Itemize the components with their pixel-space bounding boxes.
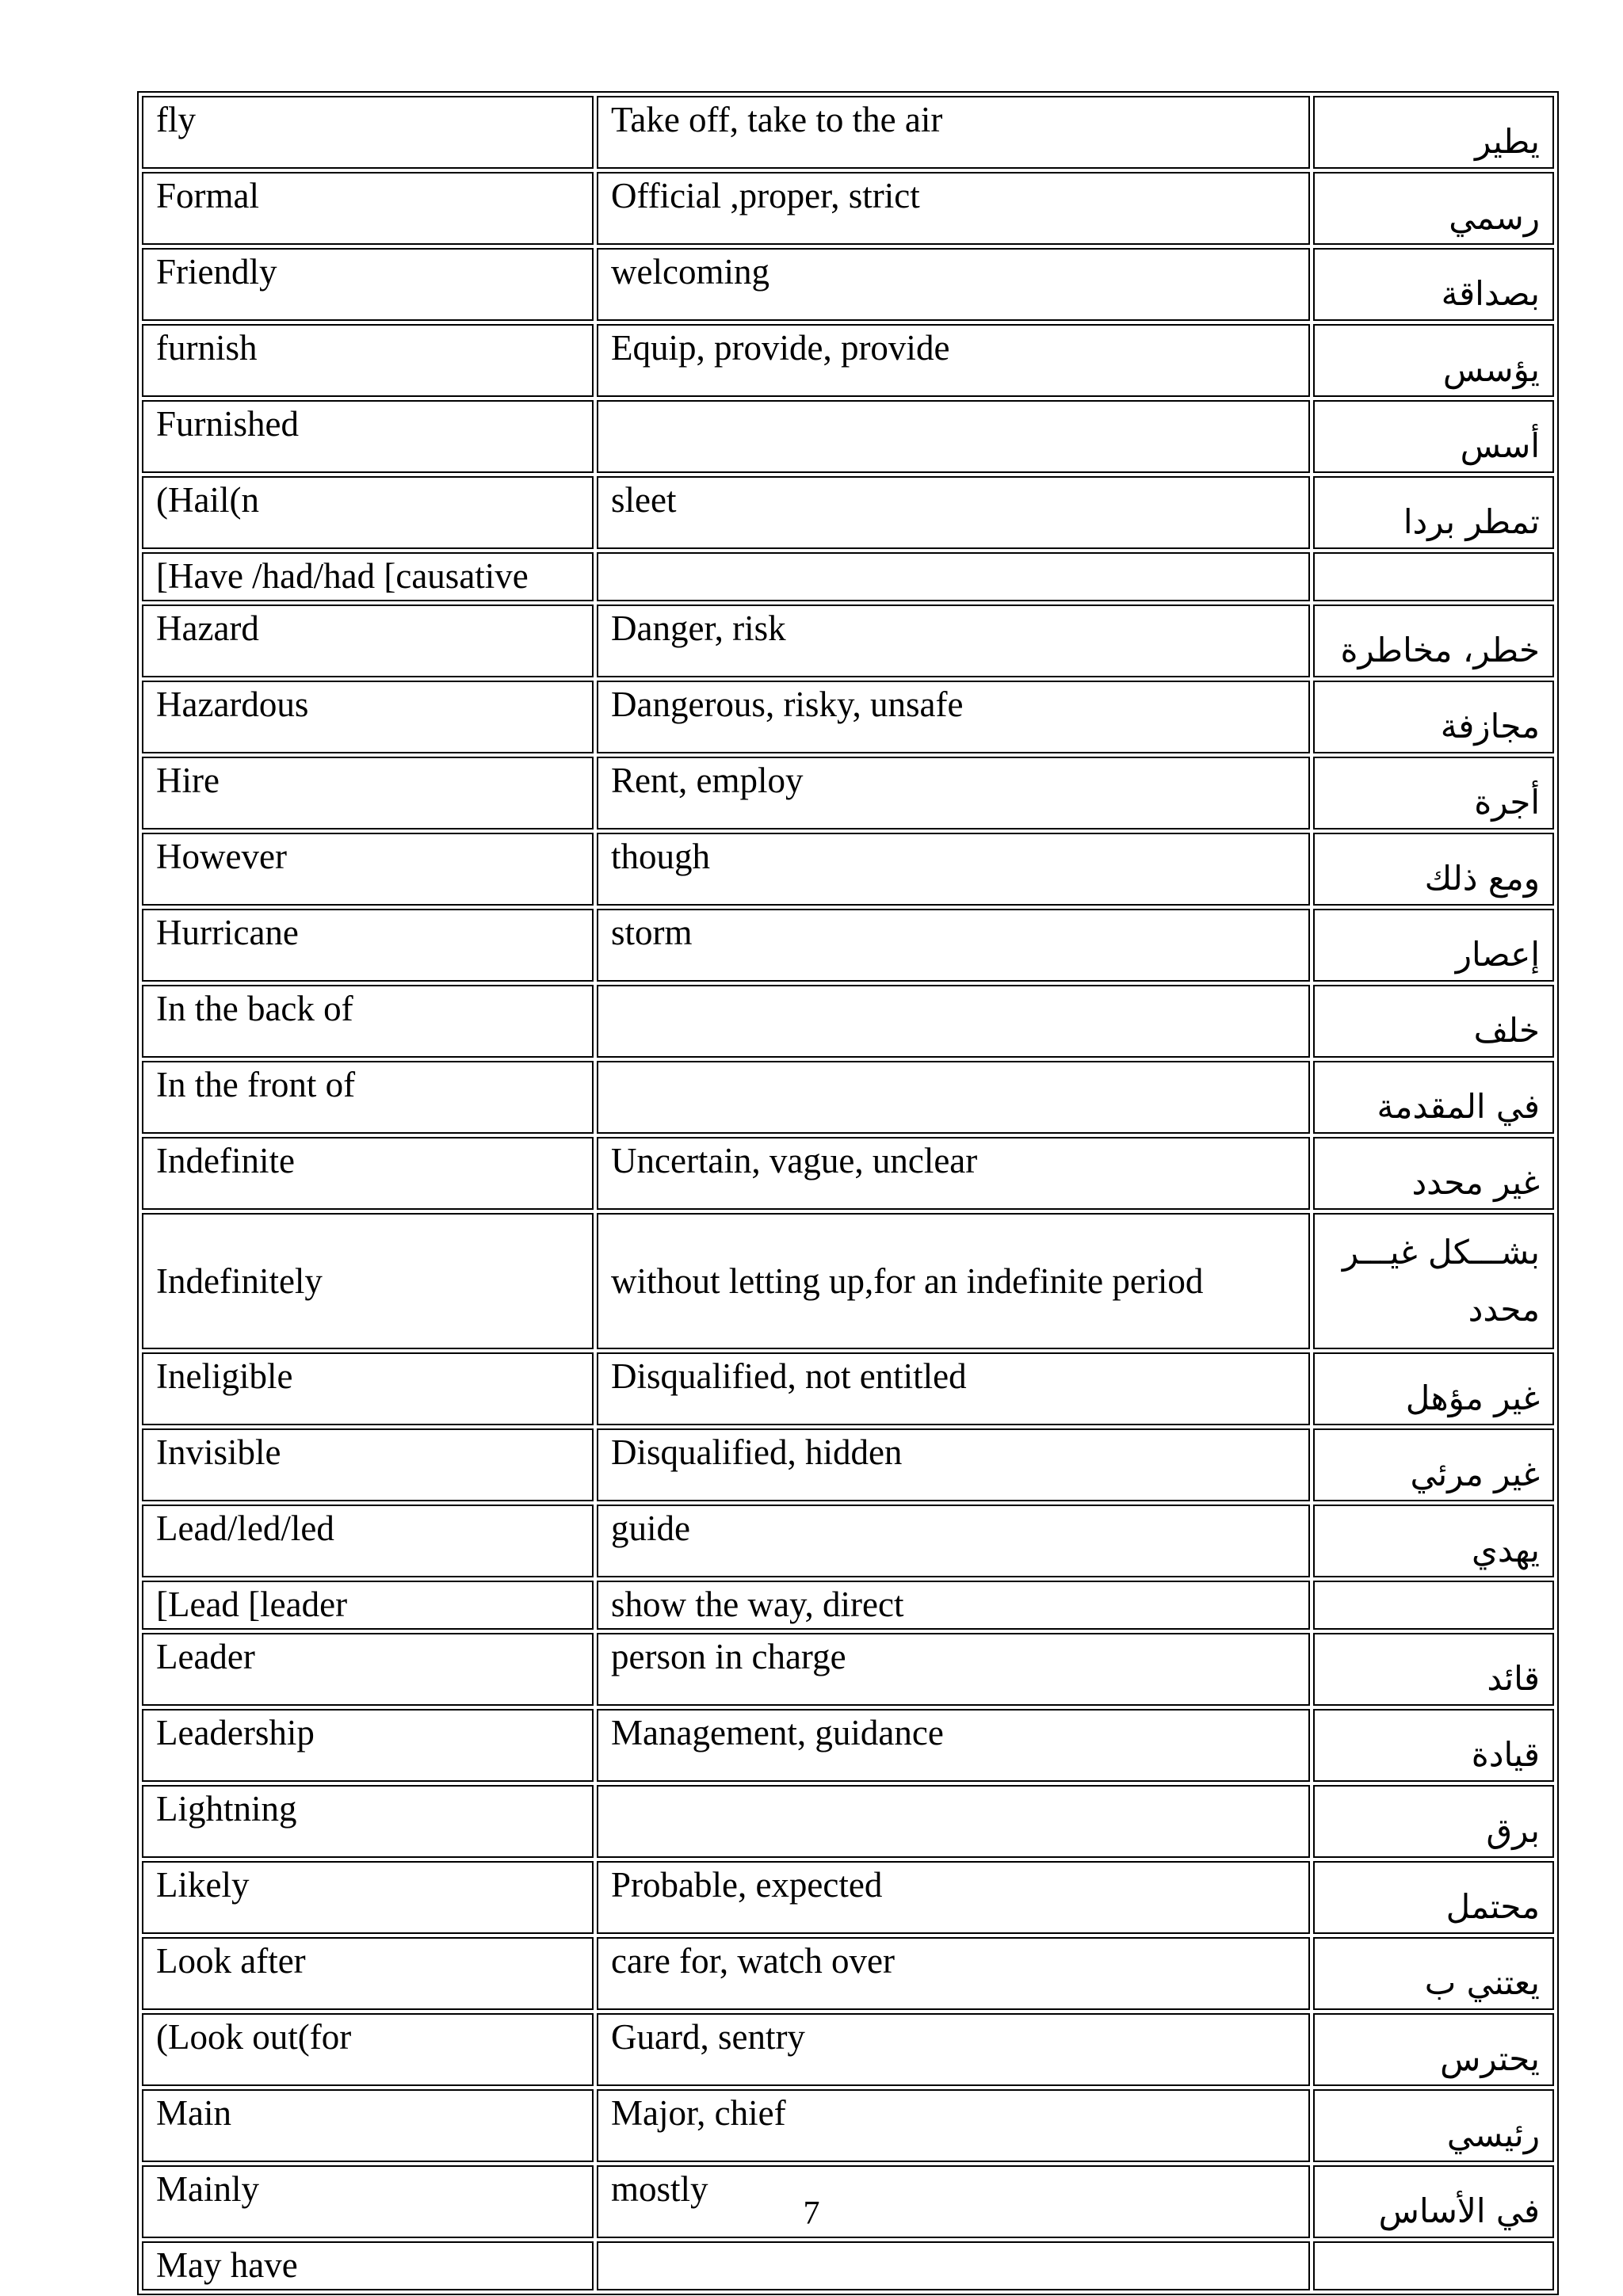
table-row [142,1633,1554,1706]
arabic-translation-cell: أسس [1313,400,1554,473]
arabic-translation-cell: خطر، مخاطرة [1313,605,1554,677]
arabic-translation-cell: رئيسي [1313,2089,1554,2162]
arabic-translation-cell: في المقدمة [1313,1061,1554,1134]
english-term-cell: Leader [142,1633,594,1706]
synonym-cell: Major, chief [597,2089,1310,2162]
synonym-cell [597,2241,1310,2290]
table-row [142,909,1554,982]
english-term-cell: Lightning [142,1785,594,1858]
synonym-cell: without letting up,for an indefinite period [597,1213,1310,1349]
table-row [142,248,1554,321]
table-row [142,1861,1554,1934]
table-row [142,2013,1554,2086]
table-row [142,757,1554,830]
english-term-cell: Hazard [142,605,594,677]
table-row [142,605,1554,677]
arabic-translation-cell: غير مرئي [1313,1428,1554,1501]
synonym-cell: Take off, take to the air [597,96,1310,169]
table-row [142,2241,1554,2290]
english-term-cell: (Hail(n [142,476,594,549]
english-term-cell: Leadership [142,1709,594,1782]
table-row [142,1428,1554,1501]
table-row [142,552,1554,601]
synonym-cell: Danger, risk [597,605,1310,677]
synonym-cell: Equip, provide, provide [597,324,1310,397]
synonym-cell [597,1785,1310,1858]
table-row [142,1581,1554,1630]
table-row [142,2089,1554,2162]
english-term-cell: Friendly [142,248,594,321]
synonym-cell [597,985,1310,1058]
table-row [142,985,1554,1058]
arabic-translation-cell [1313,2241,1554,2290]
english-term-cell: [Have /had/had [causative [142,552,594,601]
table-row [142,1937,1554,2010]
arabic-translation-cell: مجازفة [1313,681,1554,753]
english-term-cell: furnish [142,324,594,397]
table-row [142,172,1554,245]
arabic-translation-cell: في الأساس [1313,2165,1554,2238]
synonym-cell: Disqualified, not entitled [597,1352,1310,1425]
english-term-cell: However [142,833,594,906]
arabic-translation-cell: تمطر بردا [1313,476,1554,549]
table-row [142,1709,1554,1782]
synonym-cell: storm [597,909,1310,982]
english-term-cell: Hurricane [142,909,594,982]
english-term-cell: fly [142,96,594,169]
synonym-cell: welcoming [597,248,1310,321]
table-row [142,1785,1554,1858]
english-term-cell: [Lead [leader [142,1581,594,1630]
arabic-translation-cell: يعتني ب [1313,1937,1554,2010]
synonym-cell: person in charge [597,1633,1310,1706]
synonym-cell: Probable, expected [597,1861,1310,1934]
vocabulary-table-body [142,96,1554,2290]
english-term-cell: Indefinitely [142,1213,594,1349]
arabic-translation-cell [1313,552,1554,601]
table-row [142,400,1554,473]
synonym-cell: Dangerous, risky, unsafe [597,681,1310,753]
english-term-cell: Invisible [142,1428,594,1501]
english-term-cell: Hazardous [142,681,594,753]
english-term-cell: Formal [142,172,594,245]
synonym-cell: show the way, direct [597,1581,1310,1630]
arabic-translation-cell: يطير [1313,96,1554,169]
english-term-cell: (Look out(for [142,2013,594,2086]
english-term-cell: Look after [142,1937,594,2010]
english-term-cell: Furnished [142,400,594,473]
arabic-translation-cell: ومع ذلك [1313,833,1554,906]
synonym-cell: though [597,833,1310,906]
arabic-translation-cell: يحترس [1313,2013,1554,2086]
arabic-translation-cell: غير مؤهل [1313,1352,1554,1425]
synonym-cell: mostly [597,2165,1310,2238]
english-term-cell: Mainly [142,2165,594,2238]
arabic-translation-cell: إعصار [1313,909,1554,982]
table-row [142,324,1554,397]
page-number: 7 [803,2195,820,2232]
table-row [142,476,1554,549]
arabic-translation-cell [1313,1581,1554,1630]
synonym-cell: Disqualified, hidden [597,1428,1310,1501]
arabic-translation-cell: بشـــكل غيـــر محدد [1313,1213,1554,1349]
arabic-translation-cell: يؤسس [1313,324,1554,397]
synonym-cell: Uncertain, vague, unclear [597,1137,1310,1210]
synonym-cell: care for, watch over [597,1937,1310,2010]
synonym-cell: sleet [597,476,1310,549]
synonym-cell [597,400,1310,473]
arabic-translation-cell: يهدي [1313,1505,1554,1577]
arabic-translation-cell: قائد [1313,1633,1554,1706]
arabic-translation-cell: محتمل [1313,1861,1554,1934]
english-term-cell: In the back of [142,985,594,1058]
synonym-cell: Guard, sentry [597,2013,1310,2086]
english-term-cell: Indefinite [142,1137,594,1210]
table-row [142,1352,1554,1425]
table-row [142,1505,1554,1577]
english-term-cell: In the front of [142,1061,594,1134]
arabic-translation-cell: برق [1313,1785,1554,1858]
vocabulary-table [137,91,1559,2295]
english-term-cell: Ineligible [142,1352,594,1425]
arabic-translation-cell: خلف [1313,985,1554,1058]
english-term-cell: Likely [142,1861,594,1934]
english-term-cell: Main [142,2089,594,2162]
arabic-translation-cell: رسمي [1313,172,1554,245]
synonym-cell: Management, guidance [597,1709,1310,1782]
synonym-cell [597,552,1310,601]
table-row [142,96,1554,169]
arabic-translation-cell: أجرة [1313,757,1554,830]
table-row [142,833,1554,906]
arabic-translation-cell: قيادة [1313,1709,1554,1782]
synonym-cell: Official ,proper, strict [597,172,1310,245]
synonym-cell [597,1061,1310,1134]
synonym-cell: guide [597,1505,1310,1577]
english-term-cell: May have [142,2241,594,2290]
synonym-cell: Rent, employ [597,757,1310,830]
table-row [142,1137,1554,1210]
arabic-translation-cell: بصداقة [1313,248,1554,321]
arabic-translation-cell: غير محدد [1313,1137,1554,1210]
english-term-cell: Hire [142,757,594,830]
table-row [142,1213,1554,1349]
table-row [142,1061,1554,1134]
english-term-cell: Lead/led/led [142,1505,594,1577]
table-row [142,681,1554,753]
